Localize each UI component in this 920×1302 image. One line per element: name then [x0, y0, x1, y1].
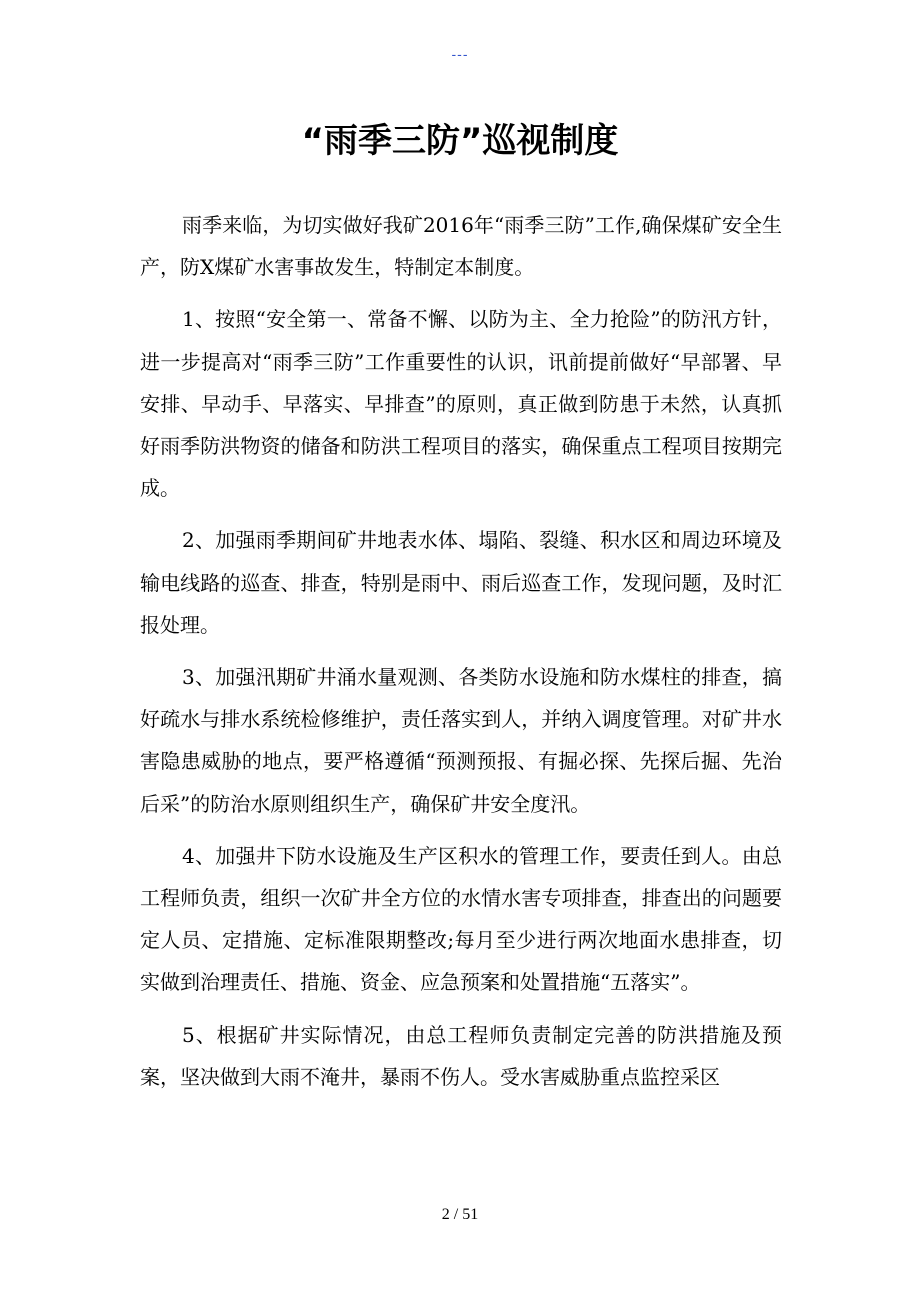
paragraph-item-1: 1、按照“安全第一、常备不懈、以防为主、全力抢险”的防汛方针，进一步提高对“雨季三防”工作重要性的认识，讯前提前做好“早部署、早安排、早动手、早落实、早排查”的原则，真正做到防患于未然，认真抓好雨季防洪物资的储备和防洪工程项目的落实，确保重点工程项目按期完成。	[140, 307, 782, 501]
page-number: 2 / 51	[441, 1206, 479, 1223]
document-body	[140, 204, 782, 1108]
header-mark: ---	[451, 46, 469, 62]
paragraph-item-2: 2、加强雨季期间矿井地表水体、塌陷、裂缝、积水区和周边环境及输电线路的巡查、排查，特别是雨中、雨后巡查工作，发现问题，及时汇报处理。	[140, 528, 782, 637]
paragraph-item-3: 3、加强汛期矿井涌水量观测、各类防水设施和防水煤柱的排查，搞好疏水与排水系统检修维护，责任落实到人，并纳入调度管理。对矿井水害隐患威胁的地点，要严格遵循“预测预报、有掘必探、先探后掘、先治后采”的防治水原则组织生产，确保矿井安全度汛。	[140, 665, 782, 816]
paragraph-item-4: 4、加强井下防水设施及生产区积水的管理工作，要责任到人。由总工程师负责，组织一次矿井全方位的水情水害专项排查，排查出的问题要定人员、定措施、定标准限期整改;每月至少进行两次地面水患排查，切实做到治理责任、措施、资金、应急预案和处置措施“五落实”。	[140, 843, 782, 995]
paragraph-item-5: 5、根据矿井实际情况，由总工程师负责制定完善的防洪措施及预案，坚决做到大雨不淹井，暴雨不伤人。受水害威胁重点监控采区	[140, 1022, 782, 1089]
paragraph-intro: 雨季来临，为切实做好我矿2016年“雨季三防”工作,确保煤矿安全生产，防X煤矿水害事故发生，特制定本制度。	[140, 213, 782, 280]
document-title: “雨季三防”巡视制度	[301, 121, 619, 161]
